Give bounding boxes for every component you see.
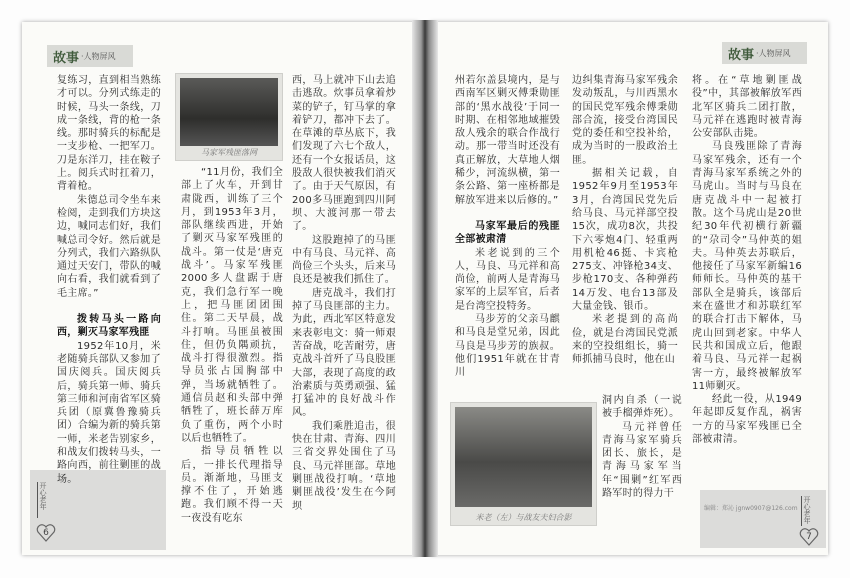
right-column-2-lower [602,394,682,500]
magazine-name: 开心老年 [803,496,811,524]
editor-email: 编辑：郑沁 jgnw0907@126.com [704,505,798,512]
page-number-left [36,524,56,542]
section-subtitle: ·人物屏风 [756,48,791,58]
paragraph: 指导员牺牲以后，一排长代理指导员。渐渐地，马匪支撑不住了，开始逃跑。我们顾不得一天一夜没有吃东 [181,446,283,524]
paragraph: 我们乘胜追击，很快在甘肃、青海、四川三省交界处围住了马良、马元祥匪部。草地剿匪战役打响。‘草地剿匪战役’发生在今阿坝 [292,420,396,512]
right-section-tab [722,42,807,64]
page-number: 7 [806,532,812,542]
paragraph: 洞内自杀（一说被手榴弹炸死）。 [602,395,682,420]
paragraph: 据相关记载，自1952年9月至1953年3月，台湾国民党先后给马良、马元祥部空投15次，成功8次，共投下六零炮4门、轻重两用机枪46挺、卡宾枪275支、冲锋枪34支、步枪170支、各种弹药14万发、电台13部及大量金钱、银币。 [572,168,678,313]
right-column-1 [455,74,560,380]
paragraph: 米老说到的三个人，马良、马元祥和高尚俭，前两人是青海马家军的上层军官，后者是台湾空投特务。 [455,247,560,312]
paragraph: 西，马上就冲下山去追击逃敌。炊事员拿着炒菜的铲子，钉马掌的拿着铲刀，都冲下去了。在草滩的草丛底下，我们发现了六七个敌人，还有一个女报话员，这股敌人很快被我们消灭了。由于天气原因，有200多马匪跑到四川阿坝、大渡河那一带去了。 [292,75,396,233]
paragraph: 1952年10月，米老随骑兵部队又参加了国庆阅兵。国庆阅兵后，骑兵第一师、骑兵第三师和河南省军区骑兵团（原冀鲁豫骑兵团）合编为新的骑兵第一师，米老告别家乡，和战友们拨转马头，一路向西，前往剿匪的战场。 [57,340,161,485]
paragraph: 马良残匪除了青海马家军残余，还有一个青海马家军系统之外的马虎山。当时与马良在唐克战斗中一起被打散。这个马虎山是20世纪30年代初横行新疆的“尕司令”马仲英的姐夫。马仲英去苏联后，他接任了马家军新编16师师长。马仲英的基干部队全是骑兵，该部后来在盛世才和苏联红军的联合打击下解体，马虎山回到老家。中华人民共和国成立后，他跟着马良、马元祥一起祸害一方，最终被解放军11师剿灭。 [692,141,802,392]
paragraph: 将。在“草地剿匪战役”中，其部被解放军西北军区骑兵二团打散，马元祥在逃跑时被青海公安部队击毙。 [692,75,802,140]
paragraph: 经此一役，从1949年起即反复作乱，祸害一方的马家军残匪已全部被肃清。 [692,394,802,446]
photo-caption: 马家军残匪落网 [201,148,257,157]
section-title: 故事 [53,50,80,66]
section-subtitle: ·人物屏风 [81,51,116,61]
left-section-tab [47,45,133,67]
paragraph: 马元祥曾任青海马家军骑兵团长、旅长，是青海马家军当年“围剿”红军西路军时的得力干 [602,421,682,500]
right-column-2 [572,74,678,367]
left-column-3 [292,74,396,513]
photo-caption: 米老（左）与战友夫妇合影 [475,513,572,522]
photo-comrades [450,402,597,526]
paragraph: 唐克战斗，我们打掉了马良匪部的主力。为此，西北军区特意发来表彰电文：骑一师艰苦奋战，吃苦耐劳，唐克战斗首歼了马良股匪大部，表现了高度的政治素质与英勇顽强、猛打猛冲的良好战斗作风。 [292,287,396,419]
paragraph: 边纠集青海马家军残余发动叛乱，与川西黑水的国民党军残余傅秉勋部合流，接受台湾国民党的委任和空投补给，成为当时的一股政治土匪。 [572,75,678,166]
book-spine [412,20,438,557]
page-number: 6 [43,528,49,538]
paragraph: 米老提到的高尚俭，就是台湾国民党派来的空投组组长，骑一师抓捕马良时，他在山 [572,314,678,366]
paragraph: 这股跑掉了的马匪中有马良、马元祥、高尚俭三个头头，后来马良还是被我们抓住了。 [292,234,396,286]
paragraph: 朱德总司令坐车来检阅，走到我们方块这边，喊同志们好，我们喊总司令好。然后就是分列式，我们六路纵队通过天安门，带队的喊向右看，我们就看到了毛主席。” [57,194,161,299]
photo-image [180,78,278,146]
section-title: 故事 [728,47,755,63]
section-heading: 拨转马头一路向西，剿灭马家军残匪 [57,314,161,339]
left-column-2 [181,166,283,525]
paragraph: 马步芳的父亲马麒和马良是堂兄弟，因此马良是马步芳的族叔。他们1951年就在甘青川 [455,314,560,379]
right-column-3 [692,74,802,446]
photo-captured-bandits [175,73,283,161]
paragraph: “11月份，我们全部上了火车，开到甘肃陇西，训练了三个月，到1953年3月，部队继续西进，开始了剿灭马家军残匪的战斗。第一仗是‘唐克战斗’。马家军残匪2000多人盘踞于唐克，我们急行军一晚上，把马匪团团围住。第二天早晨，战斗打响。马匪虽被围住，但仍负隅顽抗，战斗打得很激烈。指导员张占国胸部中弹，当场就牺牲了。通信员赵和头部中弹牺牲了，班长薛万库负了重伤，两个小时以后也牺牲了。 [181,167,283,444]
paragraph: 复练习，直到相当熟练才可以。分列式练走的时候，马头一条线，刀成一条线，背的枪一条线。那时骑兵的标配是一支步枪、一把军刀。刀是东洋刀，挂在鞍子上。阅兵式时扛着刀，背着枪。 [57,75,161,193]
magazine-name: 开心老年 [37,482,48,518]
left-column-1 [57,74,161,486]
photo-image [455,407,592,507]
page-number-right [799,528,819,546]
section-heading: 马家军最后的残匪全部被肃清 [455,220,560,246]
paragraph: 州若尔盖县境内，是与西南军区剿灭傅秉勋匪部的‘黑水战役’于同一时期、在相邻地域摧毁敌人残余的联合作战行动。那一带当时还没有真正解放，大草地人烟稀少，河流纵横，第一条公路、第一座桥都是解放军进来以后修的。” [455,75,560,206]
